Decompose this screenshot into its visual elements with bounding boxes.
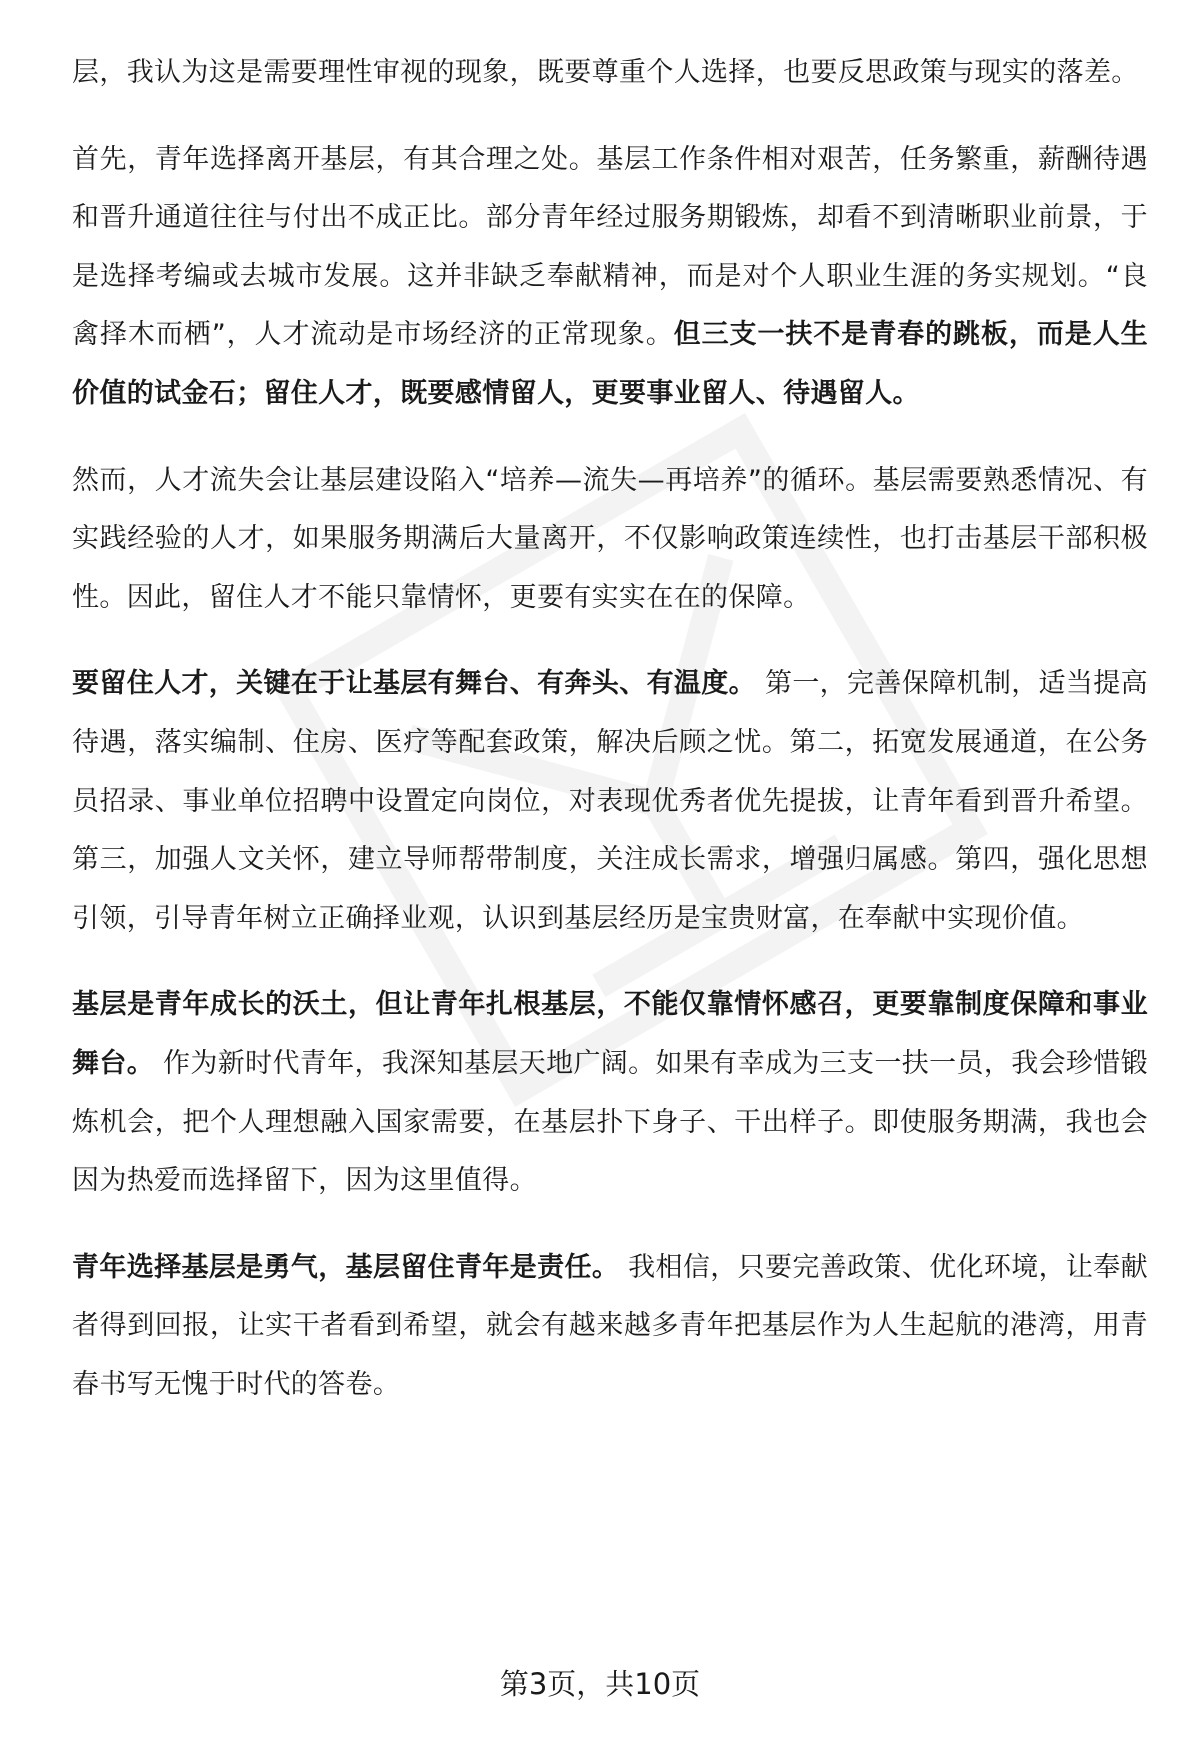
bold-text-segment: 基层是青年成长的沃土，但让青年扎根基层，不能仅靠情怀感召，更要靠制度保障和事业舞台。 xyxy=(72,989,1148,1079)
page-number-label: 第3页，共10页 xyxy=(499,1667,701,1701)
document-body xyxy=(72,44,1148,1442)
bold-text-segment: 但三支一扶不是青春的跳板，而是人生价值的试金石；留住人才，既要感情留人，更要事业留人、待遇留人。 xyxy=(72,319,1149,409)
text-segment: 然而，人才流失会让基层建设陷入“培养—流失—再培养”的循环。基层需要熟悉情况、有实践经验的人才，如果服务期满后大量离开，不仅影响政策连续性，也打击基层干部积极性。因此，留住人才不能只靠情怀，更要有实实在在的保障。 xyxy=(72,464,1148,613)
text-segment: 我相信，只要完善政策、优化环境，让奉献者得到回报，让实干者看到希望，就会有越来越多青年把基层作为人生起航的港湾，用青春书写无愧于时代的答卷。 xyxy=(72,1251,1148,1400)
bold-text-segment: 要留住人才，关键在于让基层有舞台、有奔头、有温度。 xyxy=(72,668,757,700)
paragraph xyxy=(72,1239,1148,1415)
paragraph xyxy=(72,452,1148,628)
paragraph xyxy=(72,655,1148,948)
paragraph xyxy=(72,976,1148,1210)
text-segment: 第一，完善保障机制，适当提高待遇，落实编制、住房、医疗等配套政策，解决后顾之忧。第二，拓宽发展通道，在公务员招录、事业单位招聘中设置定向岗位，对表现优秀者优先提拔，让青年看到晋升希望。第三，加强人文关怀，建立导师帮带制度，关注成长需求，增强归属感。第四，强化思想引领，引导青年树立正确择业观，认识到基层经历是宝贵财富，在奉献中实现价值。 xyxy=(72,668,1148,934)
text-segment: 层，我认为这是需要理性审视的现象，既要尊重个人选择，也要反思政策与现实的落差。 xyxy=(72,57,1139,88)
paragraph xyxy=(72,44,1148,103)
text-segment: 作为新时代青年，我深知基层天地广阔。如果有幸成为三支一扶一员，我会珍惜锻炼机会，把个人理想融入国家需要，在基层扑下身子、干出样子。即使服务期满，我也会因为热爱而选择留下，因为这里值得。 xyxy=(72,1047,1148,1197)
text-segment: 首先，青年选择离开基层，有其合理之处。基层工作条件相对艰苦，任务繁重，薪酬待遇和晋升通道往往与付出不成正比。部分青年经过服务期锻炼，却看不到清晰职业前景，于是选择考编或去城市发展。这并非缺乏奉献精神，而是对个人职业生涯的务实规划。“良禽择木而栖”，人才流动是市场经济的正常现象。 xyxy=(72,143,1148,351)
page-footer xyxy=(0,1664,1200,1704)
bold-text-segment: 青年选择基层是勇气，基层留住青年是责任。 xyxy=(72,1251,620,1283)
paragraph xyxy=(72,131,1148,424)
